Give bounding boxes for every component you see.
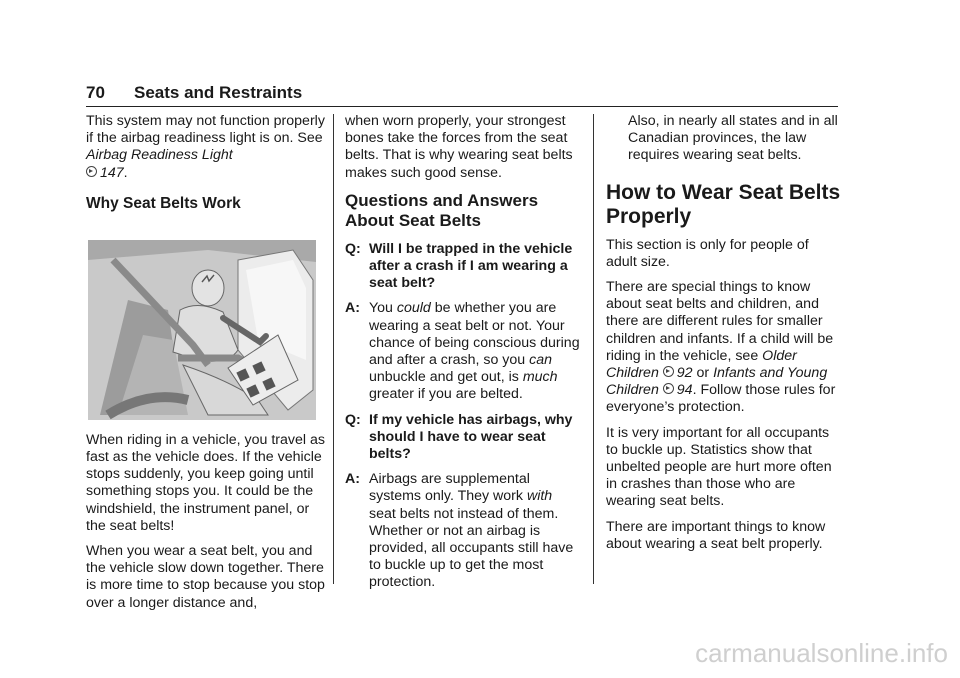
page-header [86, 82, 838, 107]
page-ref-94[interactable]: 94 [676, 382, 693, 399]
infants-link[interactable]: Infants and Young Children [606, 365, 828, 399]
older-children-link[interactable]: Older Children [606, 347, 797, 382]
qa-heading: Questions and Answers About Seat Belts [345, 190, 539, 230]
answer-1-text: You could be whether you are wearing a seat belt or not. Your chance of being conscious during and after a crash, so you can unbuckle and get out, is much greater if you are belted. [369, 300, 580, 403]
question-1 [345, 241, 582, 293]
paragraph-statistics: It is very important for all occupants to buckle up. Statistics show that unbelted people are hurt more often in crashes than those who are wearing seat belts. [606, 424, 832, 510]
paragraph-strongest-bones: when worn properly, your strongest bones take the forces from the seat belts. That is why wearing seat belts makes such good sense. [345, 113, 573, 181]
airbag-note: This system may not function properly if the airbag readiness light is on. See Airbag Readiness Light 147. [86, 113, 325, 181]
paragraph-slow-down: When you wear a seat belt, you and the vehicle slow down together. There is more time to stop because you stop over a longer distance and, [86, 543, 325, 611]
a-label: A: [345, 471, 360, 488]
paragraph-adult-size: This section is only for people of adult size. [606, 236, 809, 270]
airbag-readiness-link[interactable]: Airbag Readiness Light [86, 147, 233, 164]
a-label: A: [345, 300, 360, 317]
page-ref-icon [86, 166, 97, 177]
page-ref-icon [663, 383, 674, 394]
question-2-text: If my vehicle has airbags, why should I have to wear seat belts? [369, 411, 573, 463]
paragraph-law: Also, in nearly all states and in all Canadian provinces, the law requires wearing seat belts. [628, 113, 838, 164]
column-2 [345, 113, 582, 600]
paragraph-children: There are special things to know about seat belts and children, and there are different rules for smaller children and infants. If a child will be riding in the vehicle, see Older Children 92 or Infants and Young Children 94. Follow those rules for everyone’s protection. [606, 279, 836, 416]
page-ref-147[interactable]: 147 [100, 164, 124, 181]
question-2 [345, 412, 582, 464]
question-1-text: Will I be trapped in the vehicle after a crash if I am wearing a seat belt? [369, 240, 573, 292]
seat-belt-illustration [88, 240, 316, 420]
how-to-wear-heading: How to Wear Seat Belts Properly [606, 180, 841, 228]
column-divider [333, 114, 334, 584]
crash-occupant-illustration [88, 240, 316, 420]
paragraph-important-things: There are important things to know about wearing a seat belt properly. [606, 518, 826, 552]
answer-2 [345, 471, 582, 591]
answer-2-text: Airbags are supplemental systems only. They work with seat belts not instead of them. Whether or not an airbag is provided, all occupants still have to buckle up to get the most protection. [369, 471, 574, 591]
page-ref-92[interactable]: 92 [676, 365, 693, 382]
paragraph-riding: When riding in a vehicle, you travel as fast as the vehicle does. If the vehicle stops suddenly, you keep going until something stops you. It could be the windshield, the instrument panel, or the seat belts! [86, 431, 325, 534]
page-ref-icon [663, 366, 674, 377]
why-seat-belts-heading: Why Seat Belts Work [86, 194, 241, 212]
q-label: Q: [345, 411, 361, 428]
watermark: carmanualsonline.info [695, 638, 948, 668]
page-number: 70 [86, 83, 105, 102]
q-label: Q: [345, 240, 361, 257]
column-divider [593, 114, 594, 584]
section-title: Seats and Restraints [134, 83, 303, 102]
column-1 [86, 113, 326, 620]
column-3 [606, 113, 842, 561]
answer-1 [345, 300, 582, 403]
